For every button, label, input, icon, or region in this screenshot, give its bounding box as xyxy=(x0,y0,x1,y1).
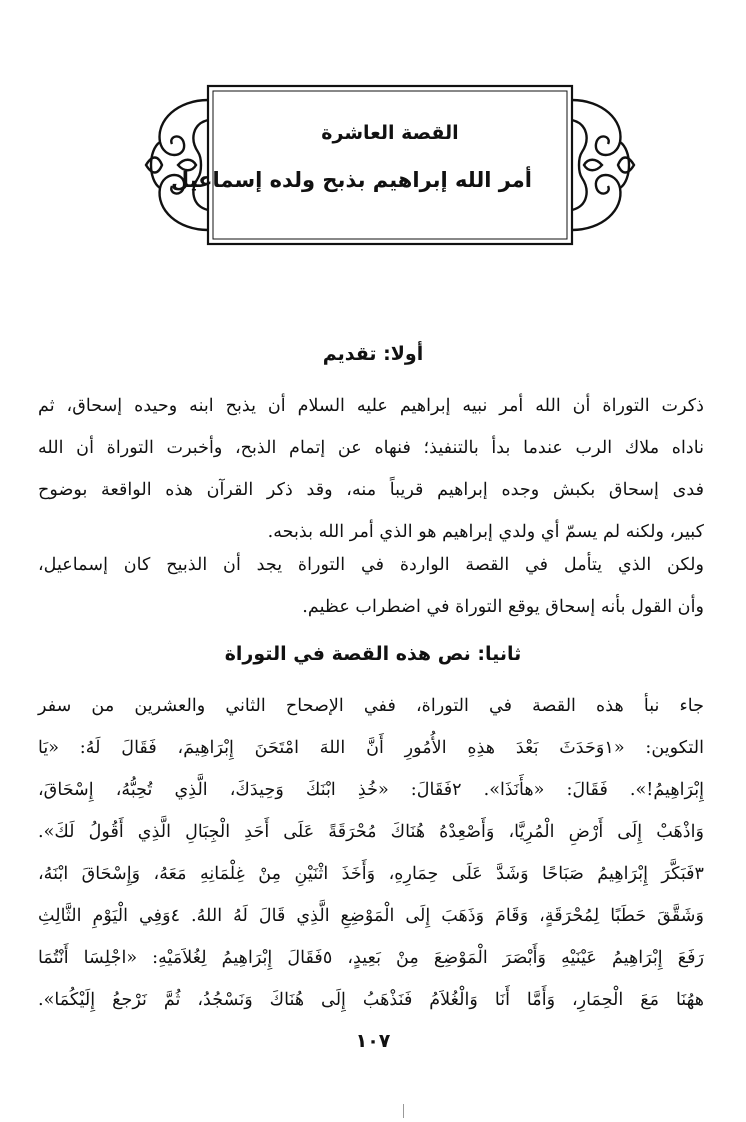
text-line: وَشَقَّقَ حَطَبًا لِمُحْرَقَةٍ، وَقَامَ وَذَهَبَ إِلَى الْمَوْضِعِ الَّذِي قَالَ لَهُ اللهُ. ٤وَفِي الْيَوْمِ الثَّالِثِ xyxy=(38,906,704,926)
text-line: جاء نبأ هذه القصة في التوراة، ففي الإصحاح الثاني والعشرين من سفر xyxy=(38,696,704,716)
text-line: إِبْرَاهِيمُ!». فَقَالَ: «هأَنَذَا». ٢فَقَالَ: «خُذِ ابْنَكَ وَحِيدَكَ، الَّذِي تُحِبُّهُ، إِسْحَاقَ، xyxy=(38,780,705,800)
scan-mark xyxy=(403,1104,404,1118)
text-line: وَاذْهَبْ إِلَى أَرْضِ الْمُرِيَّا، وَأَصْعِدْهُ هُنَاكَ مُحْرَقَةً عَلَى أَحَدِ الْجِبَالِ الَّذِي أَقُولُ لَكَ». xyxy=(38,822,704,842)
section-heading-torah-text: ثانيا: نص هذه القصة في التوراة xyxy=(224,643,522,665)
text-line: ذكرت التوراة أن الله أمر نبيه إبراهيم عليه السلام أن يذبح ابنه وحيده إسحاق، ثم xyxy=(38,396,704,416)
text-line: ههُنَا مَعَ الْحِمَارِ، وَأَمَّا أَنَا وَالْغُلاَمُ فَنَذْهَبُ إِلَى هُنَاكَ وَنَسْجُدُ، ثُمَّ نَرْجعُ إِلَيْكُمَا». xyxy=(38,990,704,1010)
text-line: ولكن الذي يتأمل في القصة الواردة في التوراة يجد أن الذبيح كان إسماعيل، xyxy=(38,555,704,575)
text-line: فدى إسحاق بكبش وجده إبراهيم قريباً منه، وقد ذكر القرآن هذه الواقعة بوضوح xyxy=(38,480,704,500)
text-line: كبير، ولكنه لم يسمّ أي ولدي إبراهيم هو الذي أمر الله بذبحه. xyxy=(267,522,704,542)
text-line: ٣فَبَكَّرَ إِبْرَاهِيمُ صَبَاحًا وَشَدَّ عَلَى حِمَارِهِ، وَأَخَذَ اثْنَيْنِ مِنْ غِلْمَانِهِ مَعَهُ، وَإِسْحَاقَ ابْنَهُ، xyxy=(38,864,704,884)
intro-paragraph-1 xyxy=(38,385,704,553)
story-number: القصة العاشرة xyxy=(321,122,459,144)
text-line: التكوين: «١وَحَدَثَ بَعْدَ هذِهِ الأُمُورِ أَنَّ اللهَ امْتَحَنَ إِبْرَاهِيمَ، فَقَالَ لَهُ: «يَا xyxy=(38,738,704,758)
page-number: ١٠٧ xyxy=(355,1030,391,1052)
text-line: رَفَعَ إِبْرَاهِيمُ عَيْنَيْهِ وَأَبْصَرَ الْمَوْضِعَ مِنْ بَعِيدٍ، ٥فَقَالَ إِبْرَاهِيمُ لِغُلاَمَيْهِ: «اجْلِسَا أَنْتُمَا xyxy=(38,948,704,968)
intro-paragraph-2 xyxy=(38,544,704,628)
ornament-frame-icon xyxy=(138,80,642,250)
story-title: أمر الله إبراهيم بذبح ولده إسماعيل xyxy=(170,168,532,192)
section-heading-introduction: أولا: تقديم xyxy=(322,343,424,365)
text-line: وأن القول بأنه إسحاق يوقع التوراة في اضطراب عظيم. xyxy=(302,597,704,617)
text-line: ناداه ملاك الرب عندما بدأ بالتنفيذ؛ فنهاه عن إتمام الذبح، وأخبرت التوراة أن الله xyxy=(38,438,704,458)
torah-text-paragraph xyxy=(38,685,704,1021)
ornamental-title-frame xyxy=(138,80,642,250)
